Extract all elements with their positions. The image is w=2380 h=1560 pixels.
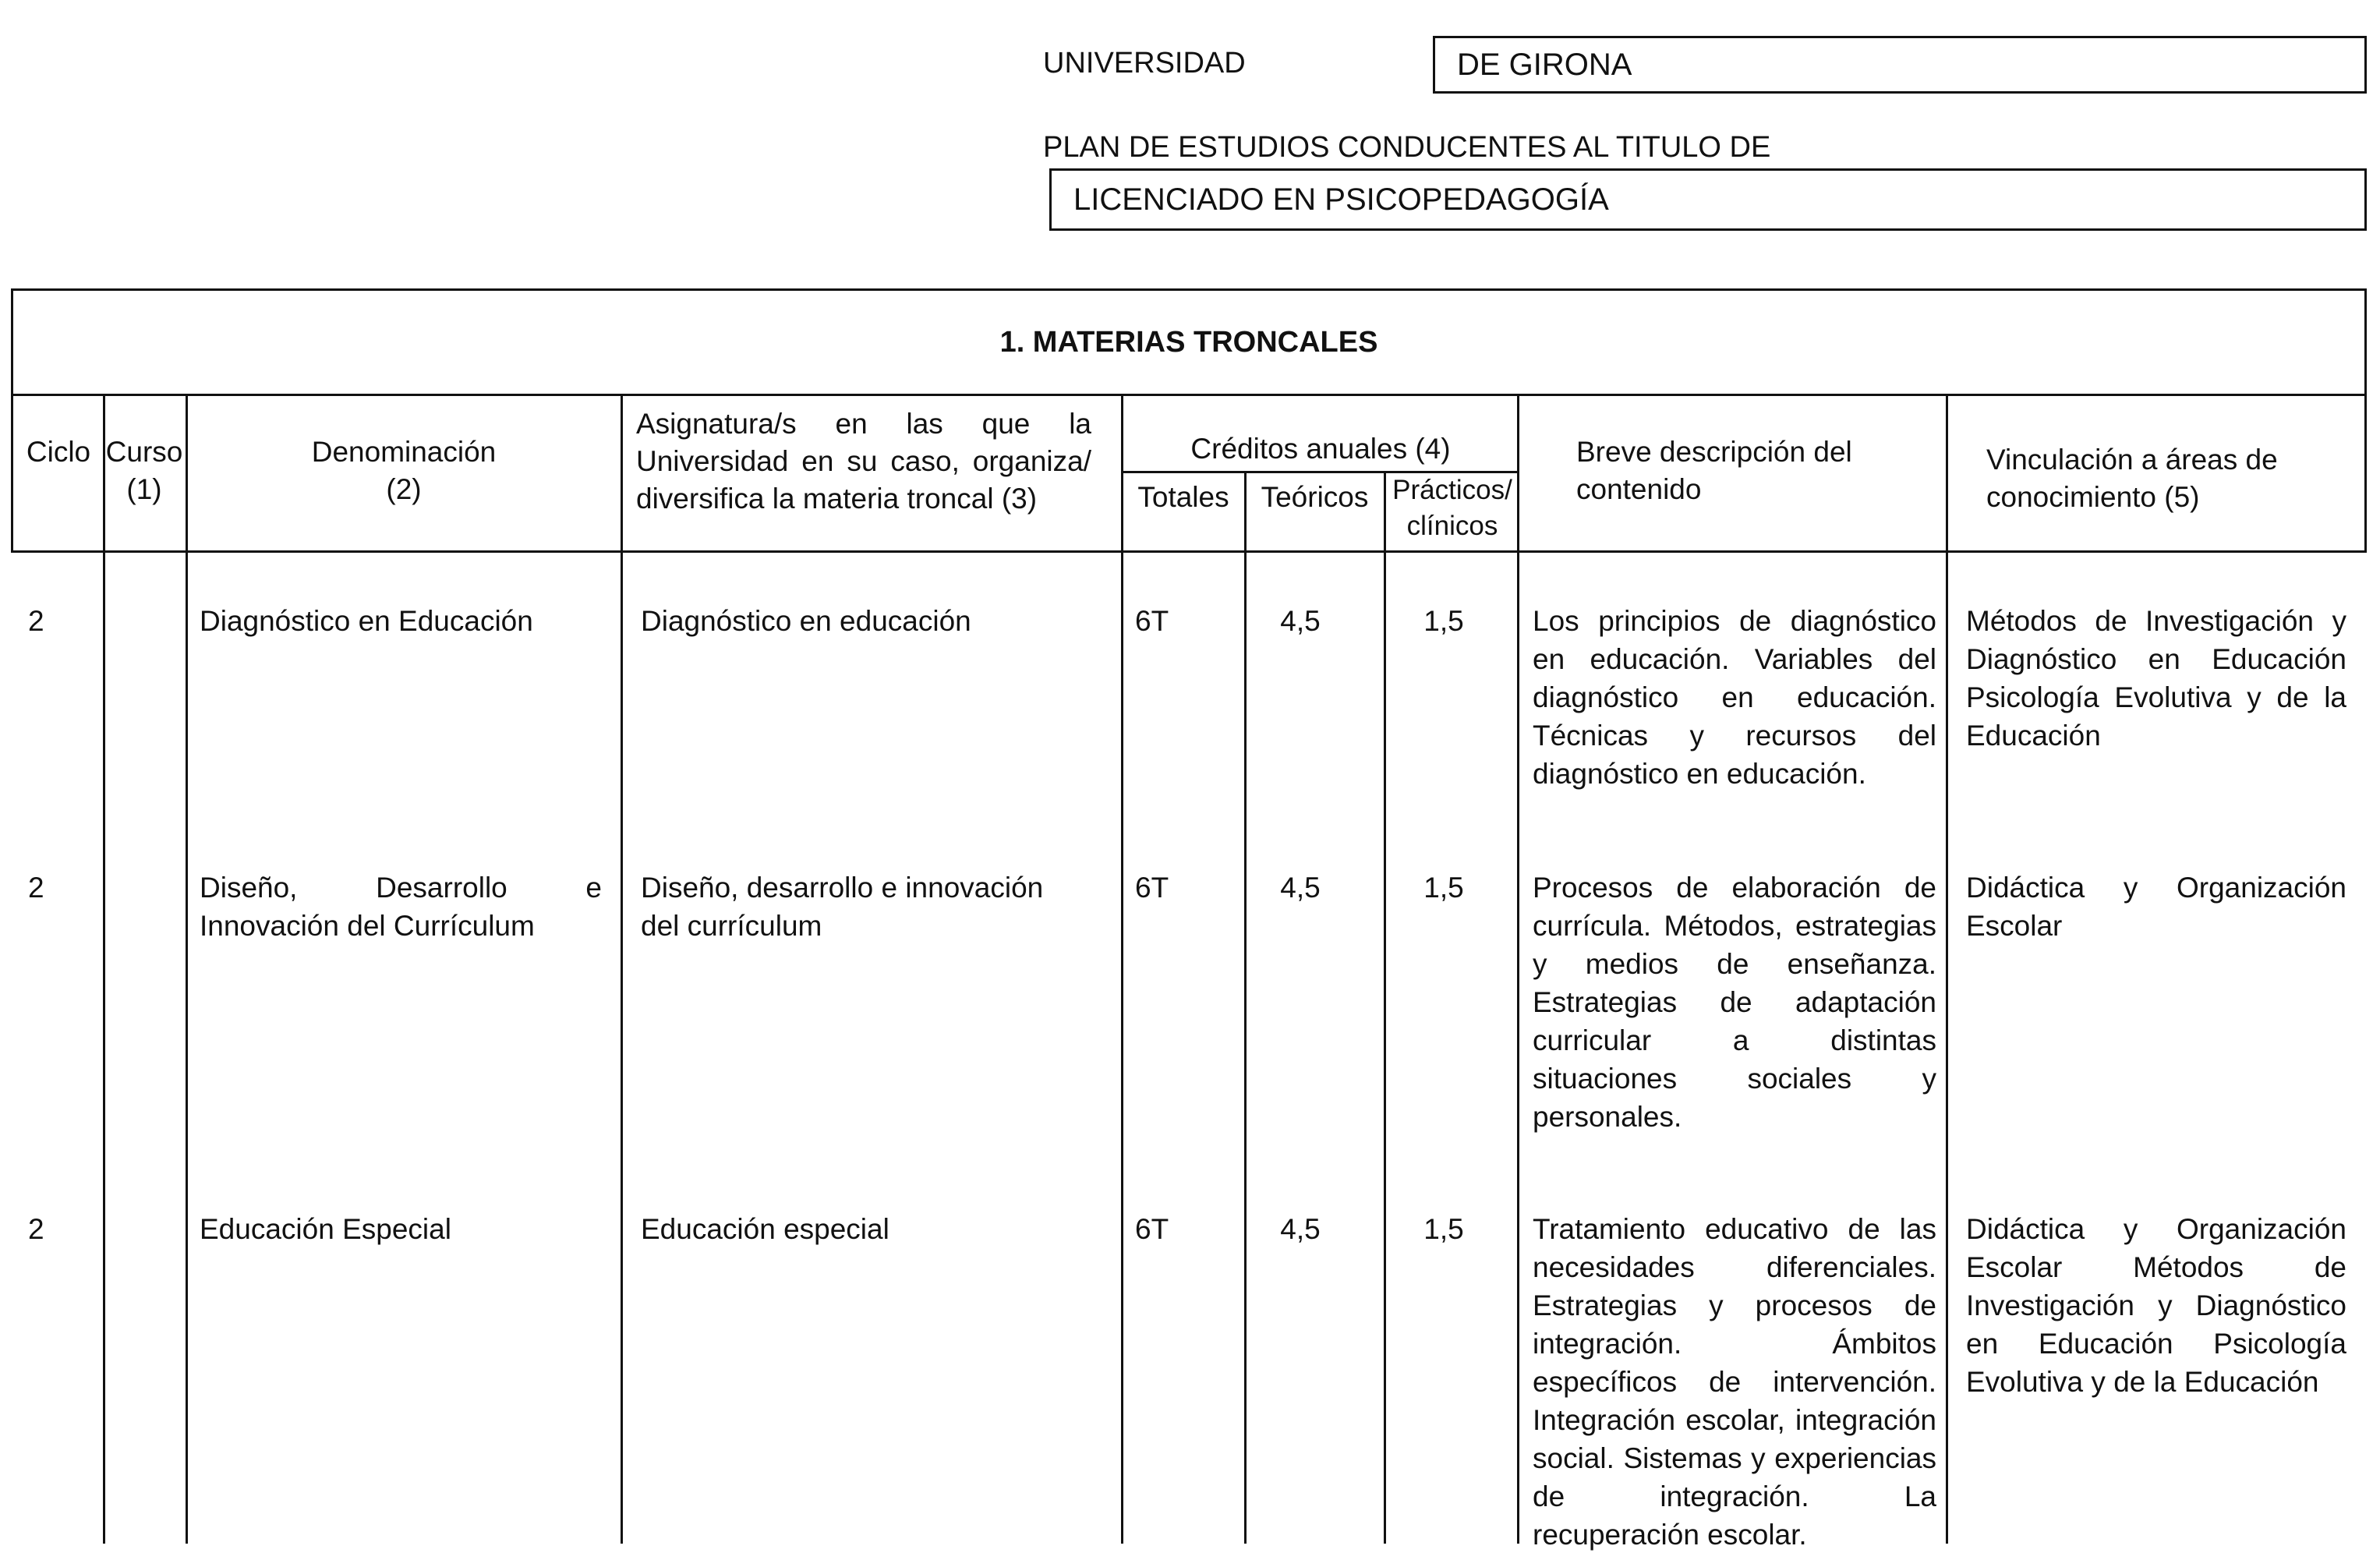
header-descripcion: Breve descripción del contenido	[1576, 436, 1852, 505]
table-title: 1. MATERIAS TRONCALES	[999, 326, 1378, 359]
header-totales: Totales	[1137, 481, 1229, 513]
cell-descripcion: Procesos de elaboración de currícula. Métodos, estrategias y medios de enseñanza. Estrategias de adaptación curricular a distintas situaciones sociales y personales.	[1533, 872, 1936, 1133]
cell-practicos: 1,5	[1423, 1213, 1464, 1245]
cell-totales: 6T	[1135, 872, 1169, 904]
header-ciclo: Ciclo	[26, 436, 91, 468]
header-row-divider	[11, 550, 2367, 553]
plan-label: PLAN DE ESTUDIOS CONDUCENTES AL TITULO DE	[1043, 131, 1771, 164]
title-row-divider	[11, 394, 2367, 396]
cell-ciclo: 2	[28, 605, 44, 637]
col-line-curso	[103, 394, 105, 1544]
cell-denominacion: Diseño, Desarrollo e Innovación del Currículum	[200, 872, 602, 942]
cell-teoricos: 4,5	[1280, 1213, 1321, 1245]
cell-denominacion: Diagnóstico en Educación	[200, 605, 533, 637]
header-denominacion	[187, 433, 621, 508]
header-denominacion-note: (2)	[386, 473, 422, 505]
cell-totales: 6T	[1135, 605, 1169, 637]
cell-practicos: 1,5	[1423, 872, 1464, 904]
col-line-denominacion	[186, 394, 188, 1544]
universidad-label: UNIVERSIDAD	[1043, 47, 1246, 80]
cell-asignatura: Educación especial	[641, 1213, 889, 1245]
col-line-vinculacion	[1946, 394, 1948, 1544]
col-line-totales	[1121, 394, 1123, 1544]
cell-practicos: 1,5	[1423, 605, 1464, 637]
cell-vinculacion: Didáctica y Organización Escolar	[1966, 872, 2346, 942]
cell-descripcion: Los principios de diagnóstico en educación. Variables del diagnóstico en educación. Técnicas y recursos del diagnóstico en educación.	[1533, 605, 1936, 790]
universidad-field: DE GIRONA	[1433, 36, 2367, 94]
header-practicos: Prácticos/ clínicos	[1392, 475, 1512, 541]
cell-denominacion: Educación Especial	[200, 1213, 451, 1245]
header-teoricos: Teóricos	[1261, 481, 1369, 513]
cell-ciclo: 2	[28, 872, 44, 904]
header-curso-label: Curso	[105, 436, 183, 468]
cell-totales: 6T	[1135, 1213, 1169, 1245]
cell-vinculacion: Métodos de Investigación y Diagnóstico en Educación Psicología Evolutiva y de la Educación	[1966, 605, 2346, 752]
cell-teoricos: 4,5	[1280, 872, 1321, 904]
cell-descripcion: Tratamiento educativo de las necesidades diferenciales. Estrategias y procesos de integración. Ámbitos específicos de intervención. Integración escolar, integración social. Sistemas y experiencias de integración. La recuperación escolar.	[1533, 1213, 1936, 1551]
cell-vinculacion: Didáctica y Organización Escolar Métodos de Investigación y Diagnóstico en Educación Psicología Evolutiva y de la Educación	[1966, 1213, 2346, 1398]
header-curso-note: (1)	[126, 473, 162, 505]
header-curso	[101, 433, 187, 508]
header-denominacion-label: Denominación	[311, 436, 497, 468]
cell-asignatura: Diseño, desarrollo e innovación del currículum	[641, 872, 1044, 942]
header-asignatura: Asignatura/s en las que la Universidad en su caso, organiza/ diversifica la materia troncal (3)	[636, 408, 1091, 515]
cell-ciclo: 2	[28, 1213, 44, 1245]
titulo-field: LICENCIADO EN PSICOPEDAGOGÍA	[1049, 168, 2367, 231]
header-vinculacion: Vinculación a áreas de conocimiento (5)	[1986, 444, 2278, 513]
col-line-descripcion	[1517, 394, 1519, 1544]
header-creditos: Créditos anuales (4)	[1190, 433, 1451, 465]
col-line-asignatura	[621, 394, 623, 1544]
table-border-top	[11, 288, 2367, 291]
cell-asignatura: Diagnóstico en educación	[641, 605, 971, 637]
cell-teoricos: 4,5	[1280, 605, 1321, 637]
